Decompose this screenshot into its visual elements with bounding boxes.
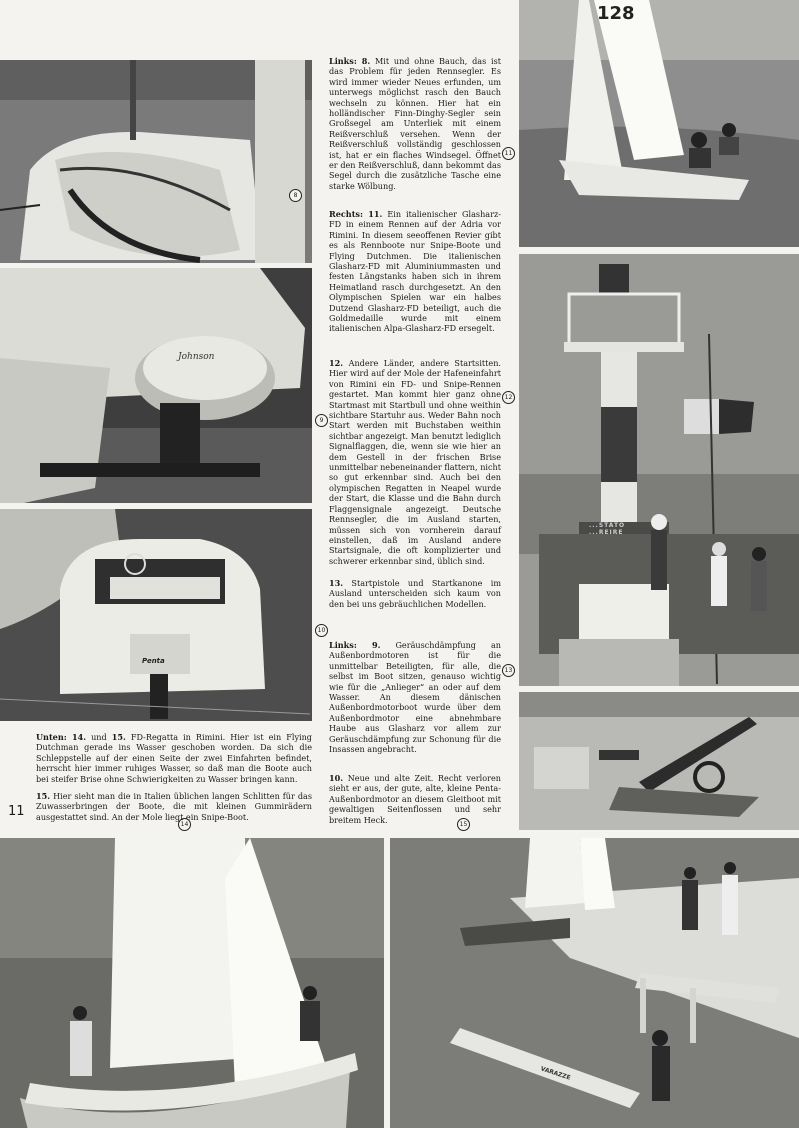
- figure-number-9: 9: [315, 414, 328, 427]
- caption-11-lead: Rechts: 11.: [329, 209, 383, 219]
- caption-14-mid: und: [86, 732, 112, 742]
- caption-11: [329, 209, 501, 334]
- caption-8-lead: Links: 8.: [329, 56, 371, 66]
- caption-15: [36, 791, 312, 822]
- caption-13: [329, 578, 501, 609]
- photo-12-lighthouse-start: [519, 254, 799, 686]
- figure-number-12: 12: [502, 391, 515, 404]
- caption-15-lead: 15.: [36, 791, 51, 801]
- johnson-label: Johnson: [178, 352, 215, 362]
- figure-number-10: 10: [315, 624, 328, 637]
- photo-9-outboard-hood: [0, 268, 312, 503]
- figure-number-11: 11: [502, 147, 515, 160]
- caption-12-text: Andere Länder, andere Startsitten. Hier wird auf der Mole der Hafeneinfahrt von Rimini ein FD- und Snipe-Rennen gestartet. Man kommt hier ganz ohne Startmast mit Startbull und ohne weithin sichtbare Startuhr aus. Weder Bahn noch Start werden mit Buchstaben weithin sichtbar angezeigt. Man benutzt lediglich Signalflaggen, die, wenn sie wie hier an dem Gestell in der frischen Brise unmittelbar nebeneinander flattern, nicht so gut erkennbar sind. Auch bei den olympischen Regatten in Neapel wurde der Start, die Klasse und die Bahn durch Flaggensignale angezeigt. Deutsche Rennsegler, die im Ausland starten, müssen sich von vornherein darauf einstellen, daß im Ausland andere Startsignale, die oft komplizierter und schwerer erkennbar sind, üblich sind.: [329, 358, 501, 566]
- caption-10: [329, 773, 501, 825]
- photo-15-launch-sledges: [390, 838, 799, 1128]
- figure-number-15: 15: [457, 818, 470, 831]
- caption-9-text: Geräuschdämpfung an Außenbordmotoren ist für die unmittelbar Beteiligten, für alle, die selbst im Boot sitzen, genauso wichtig wie für die „Anlieger“ an oder auf dem Wasser. An diesem dänischen Außenbordmotorboot wurde über dem Außenbordmotor eine abnehmbare Haube aus Glasharz vor allem zur Geräuschdämpfung zur Schonung für die Insassen angebracht.: [329, 640, 501, 755]
- caption-8: [329, 56, 501, 191]
- caption-13-text: Startpistole und Startkanone im Ausland unterscheiden sich kaum von den bei uns gebräuchlichen Modellen.: [329, 578, 501, 609]
- caption-9: [329, 640, 501, 754]
- photo-11-fd-sailing: [519, 0, 799, 247]
- photo-14-fd-launch: [0, 838, 384, 1128]
- photo-10-penta-speedboat: [0, 509, 312, 721]
- figure-number-13: 13: [502, 664, 515, 677]
- figure-number-8: 8: [289, 189, 302, 202]
- photo-13-start-cannon: [519, 692, 799, 830]
- caption-14-text: FD-Regatta in Rimini. Hier ist ein Flying Dutchman gerade ins Wasser geschoben worden. Da sich die Schleppstelle auf der einen Seite der zwei Einfahrten befindet, herrscht hier immer ruhiges Wasser, so daß man die Boote auch bei steifer Brise ohne Schwierigkeiten zu Wasser bringen kann.: [36, 732, 312, 784]
- caption-15-text: Hier sieht man die in Italien üblichen langen Schlitten für das Zuwasserbringen der Boote, die mit kleinen Gummirädern ausgestattet sind. An der Mole liegt ein Snipe-Boot.: [36, 791, 312, 822]
- figure-number-14: 14: [178, 818, 191, 831]
- caption-13-lead: 13.: [329, 578, 344, 588]
- penta-label: Penta: [142, 657, 165, 665]
- photo-8-dinghy-sail: [0, 60, 312, 263]
- caption-8-text: Mit und ohne Bauch, das ist das Problem für jeden Rennsegler. Es wird immer wieder Neues erfunden, um unterwegs möglichst rasch den Bauch wechseln zu können. Hier hat ein holländischer Finn-Dinghy-Segler sein Großsegel am Unterliek mit einem Reißverschluß versehen. Wenn der Reißverschluß vollständig geschlossen ist, hat er ein flaches Windsegel. Öffnet er den Reißverschluß, dann bekommt das Segel durch die zusätzliche Tasche eine starke Wölbung.: [329, 56, 501, 191]
- caption-10-lead: 10.: [329, 773, 344, 783]
- page-number: 11: [8, 804, 25, 819]
- caption-12: [329, 358, 501, 566]
- trailer-name: VARAZZE: [539, 1065, 572, 1082]
- lighthouse-sign: ...STATO ...REIRE: [589, 522, 626, 536]
- caption-11-text: Ein italienischer Glasharz-FD in einem Rennen auf der Adria vor Rimini. In diesem seeoffenen Revier gibt es als Rennboote nur Snipe-Boote und Flying Dutchmen. Die italienischen Glasharz-FD mit Aluminiummasten und festen Längstanks haben sich in ihrem Heimatland rasch durchgesetzt. An den Olympischen Spielen war ein halbes Dutzend Glasharz-FD beteiligt, auch die Goldmedaille wurde mit einem italienischen Alpa-Glasharz-FD ersegelt.: [329, 209, 501, 334]
- caption-14: [36, 732, 312, 784]
- sail-number: 128: [597, 3, 635, 24]
- caption-14-lead: Unten: 14.: [36, 732, 87, 742]
- caption-12-lead: 12.: [329, 358, 344, 368]
- caption-10-text: Neue und alte Zeit. Recht verloren sieht er aus, der gute, alte, kleine Penta-Außenbordmotor an diesem Gleitboot mit gewaltigen Seitenflossen und sehr breitem Heck.: [329, 773, 501, 825]
- caption-9-lead: Links: 9.: [329, 640, 381, 650]
- caption-14-lead2: 15.: [111, 732, 126, 742]
